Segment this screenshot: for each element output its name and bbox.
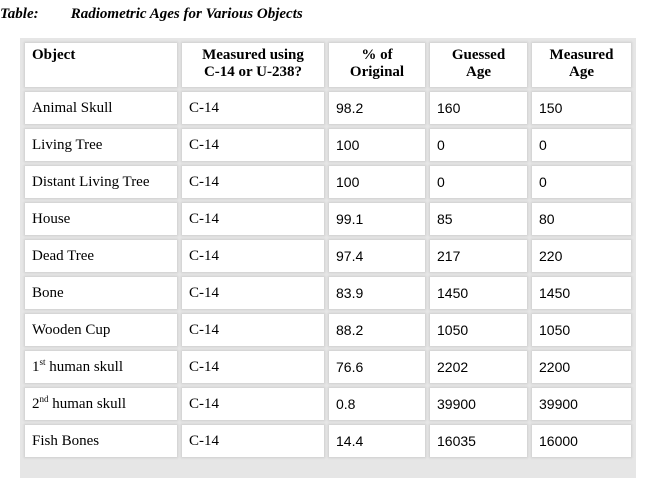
cell-object: Animal Skull: [25, 92, 177, 124]
cell-percent: 0.8: [329, 388, 425, 420]
header-guessed-age: Guessed Age: [430, 43, 527, 87]
cell-guessed-age: 1050: [430, 314, 527, 346]
cell-measured-age: 220: [532, 240, 631, 272]
cell-percent: 100: [329, 166, 425, 198]
cell-guessed-age: 0: [430, 166, 527, 198]
cell-object: Dead Tree: [25, 240, 177, 272]
cell-measured-age: 16000: [532, 425, 631, 457]
cell-object: Distant Living Tree: [25, 166, 177, 198]
cell-measured-age: 1450: [532, 277, 631, 309]
cell-percent: 88.2: [329, 314, 425, 346]
cell-guessed-age: 2202: [430, 351, 527, 383]
header-percent: % of Original: [329, 43, 425, 87]
cell-percent: 76.6: [329, 351, 425, 383]
header-row: [25, 43, 631, 87]
table-row: [25, 425, 631, 457]
cell-percent: 97.4: [329, 240, 425, 272]
table-row: [25, 388, 631, 420]
cell-object: 2nd human skull: [25, 388, 177, 420]
table-caption: [0, 6, 303, 23]
cell-measured-age: 80: [532, 203, 631, 235]
cell-measured-age: 0: [532, 166, 631, 198]
radiometric-ages-table: [20, 38, 636, 462]
table-row: [25, 203, 631, 235]
table-row: [25, 314, 631, 346]
cell-method: C-14: [182, 351, 324, 383]
cell-percent: 100: [329, 129, 425, 161]
header-method: Measured using C-14 or U-238?: [182, 43, 324, 87]
cell-measured-age: 1050: [532, 314, 631, 346]
cell-object: 1st human skull: [25, 351, 177, 383]
table-row: [25, 277, 631, 309]
cell-method: C-14: [182, 425, 324, 457]
cell-guessed-age: 217: [430, 240, 527, 272]
cell-measured-age: 39900: [532, 388, 631, 420]
cell-object: House: [25, 203, 177, 235]
header-measured-age: Measured Age: [532, 43, 631, 87]
cell-guessed-age: 160: [430, 92, 527, 124]
cell-percent: 83.9: [329, 277, 425, 309]
table-row: [25, 240, 631, 272]
table-row: [25, 92, 631, 124]
cell-object: Wooden Cup: [25, 314, 177, 346]
cell-object: Living Tree: [25, 129, 177, 161]
cell-measured-age: 150: [532, 92, 631, 124]
cell-guessed-age: 1450: [430, 277, 527, 309]
cell-method: C-14: [182, 277, 324, 309]
cell-guessed-age: 16035: [430, 425, 527, 457]
cell-percent: 98.2: [329, 92, 425, 124]
cell-percent: 99.1: [329, 203, 425, 235]
cell-guessed-age: 0: [430, 129, 527, 161]
cell-guessed-age: 85: [430, 203, 527, 235]
cell-method: C-14: [182, 129, 324, 161]
table-container: [20, 38, 636, 478]
caption-title: Radiometric Ages for Various Objects: [70, 6, 303, 22]
cell-object: Fish Bones: [25, 425, 177, 457]
cell-guessed-age: 39900: [430, 388, 527, 420]
cell-measured-age: 0: [532, 129, 631, 161]
header-object: Object: [25, 43, 177, 87]
cell-method: C-14: [182, 388, 324, 420]
cell-method: C-14: [182, 92, 324, 124]
table-row: [25, 166, 631, 198]
cell-method: C-14: [182, 314, 324, 346]
cell-method: C-14: [182, 203, 324, 235]
cell-method: C-14: [182, 240, 324, 272]
cell-percent: 14.4: [329, 425, 425, 457]
table-row: [25, 129, 631, 161]
caption-label: Table:: [0, 6, 39, 22]
cell-measured-age: 2200: [532, 351, 631, 383]
table-row: [25, 351, 631, 383]
cell-method: C-14: [182, 166, 324, 198]
cell-object: Bone: [25, 277, 177, 309]
